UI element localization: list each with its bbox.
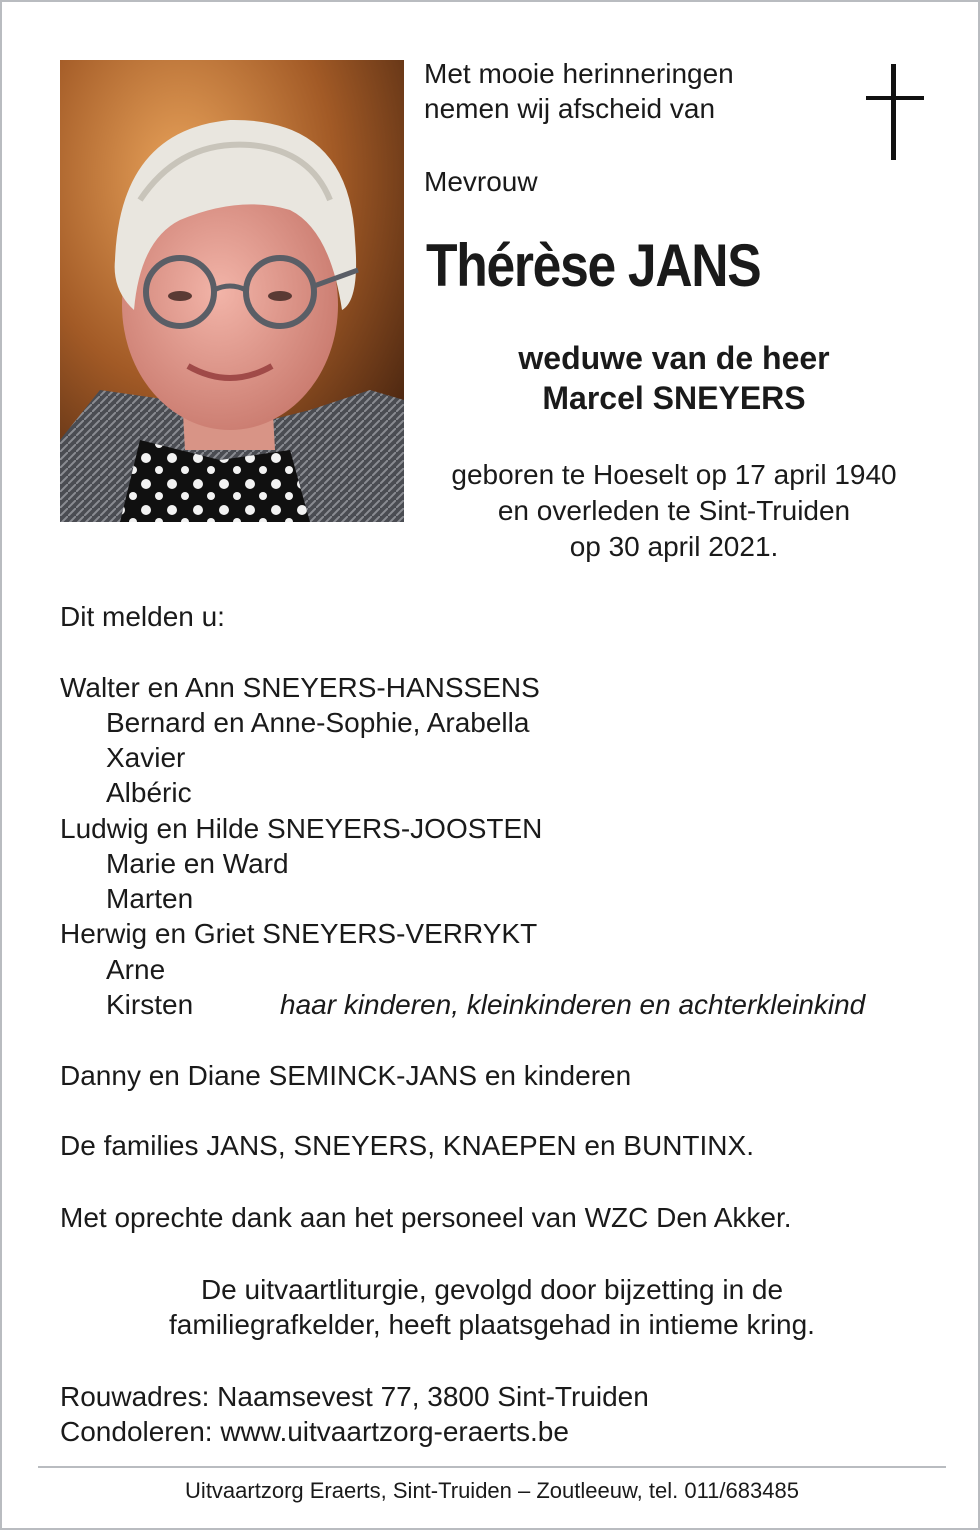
liturgy-line-2: familiegrafkelder, heeft plaatsgehad in intieme kring. [169,1309,815,1340]
footer-divider [38,1466,946,1468]
address-line: Rouwadres: Naamsevest 77, 3800 Sint-Truiden [60,1381,649,1412]
family-line-walter: Walter en Ann SNEYERS-HANSSENS [60,672,540,703]
family-line-herwig: Herwig en Griet SNEYERS-VERRYKT [60,918,538,949]
liturgy-line-1: De uitvaartliturgie, gevolgd door bijzetting in de [200,1274,784,1305]
danny-line: Danny en Diane SEMINCK-JANS en kinderen [60,1060,632,1091]
birth-line: geboren te Hoeselt op 17 april 1940 [451,459,897,490]
death-date-line: op 30 april 2021. [569,531,779,562]
family-line-kirsten: Kirsten [106,989,194,1020]
deceased-name: Thérèse JANS [426,232,761,299]
death-line: en overleden te Sint-Truiden [497,495,851,526]
family-line-ludwig: Ludwig en Hilde SNEYERS-JOOSTEN [60,813,543,844]
thanks-line: Met oprechte dank aan het personeel van WZC Den Akker. [60,1202,792,1233]
family-line-arne: Arne [106,954,166,985]
family-line-marie: Marie en Ward [106,848,289,879]
spouse-line-1: weduwe van de heer [518,340,830,376]
title-mevrouw: Mevrouw [424,166,538,197]
family-line-bernard: Bernard en Anne-Sophie, Arabella [106,707,530,738]
families-line: De families JANS, SNEYERS, KNAEPEN en BUNTINX. [60,1130,754,1161]
family-relation: haar kinderen, kleinkinderen en achterkleinkind [280,989,866,1020]
portrait-photo [60,60,404,522]
family-line-xavier: Xavier [106,742,186,773]
intro-line-2: nemen wij afscheid van [424,93,716,124]
family-line-alberic: Albéric [106,777,192,808]
announce-line: Dit melden u: [60,601,225,632]
cross-icon [866,64,924,160]
intro-line-1: Met mooie herinneringen [424,58,734,89]
condolences-line: Condoleren: www.uitvaartzorg-eraerts.be [60,1416,569,1447]
funeral-home-footer: Uitvaartzorg Eraerts, Sint-Truiden – Zoutleeuw, tel. 011/683485 [185,1478,799,1503]
family-line-marten: Marten [106,883,194,914]
spouse-line-2: Marcel SNEYERS [542,380,806,416]
